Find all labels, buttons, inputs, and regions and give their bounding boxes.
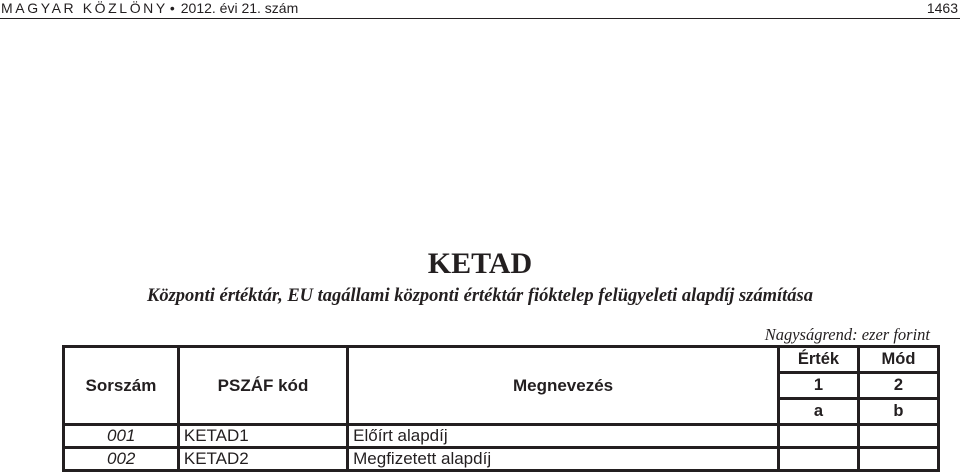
col-header-ertek: Érték bbox=[778, 347, 858, 373]
header-rule bbox=[0, 18, 960, 19]
row-mod-cell[interactable] bbox=[858, 448, 938, 471]
row-kod: KETAD1 bbox=[178, 425, 347, 448]
page-number: 1463 bbox=[926, 0, 958, 16]
col-header-sorszam: Sorszám bbox=[64, 347, 179, 425]
row-sorszam: 001 bbox=[64, 425, 179, 448]
row-megnevezes: Megfizetett alapdíj bbox=[348, 448, 779, 471]
table-row bbox=[64, 425, 939, 448]
row-megnevezes: Előírt alapdíj bbox=[348, 425, 779, 448]
row-sorszam: 002 bbox=[64, 448, 179, 471]
document-title: KETAD bbox=[427, 247, 533, 280]
col-header-megnevezes: Megnevezés bbox=[348, 347, 779, 425]
document-subtitle: Központi értéktár, EU tagállami központi értéktár fióktelep felügyeleti alapdíj számítása bbox=[147, 286, 813, 306]
col-header-ertek-letter: a bbox=[778, 399, 858, 425]
unit-note: Nagyságrend: ezer forint bbox=[764, 325, 930, 344]
publication-header bbox=[1, 0, 298, 16]
col-header-pszaf-kod: PSZÁF kód bbox=[178, 347, 347, 425]
table-row bbox=[64, 448, 939, 471]
publication-name: MAGYAR KÖZLÖNY bbox=[1, 0, 168, 16]
page-header bbox=[0, 0, 960, 18]
row-mod-cell[interactable] bbox=[858, 425, 938, 448]
bullet-icon: • bbox=[169, 0, 175, 16]
col-header-ertek-num: 1 bbox=[778, 373, 858, 399]
col-header-mod-num: 2 bbox=[858, 373, 938, 399]
data-table bbox=[62, 345, 940, 472]
col-header-mod: Mód bbox=[858, 347, 938, 373]
issue-label: 2012. évi 21. szám bbox=[180, 0, 299, 16]
row-kod: KETAD2 bbox=[178, 448, 347, 471]
row-ertek-cell[interactable] bbox=[778, 425, 858, 448]
col-header-mod-letter: b bbox=[858, 399, 938, 425]
row-ertek-cell[interactable] bbox=[778, 448, 858, 471]
